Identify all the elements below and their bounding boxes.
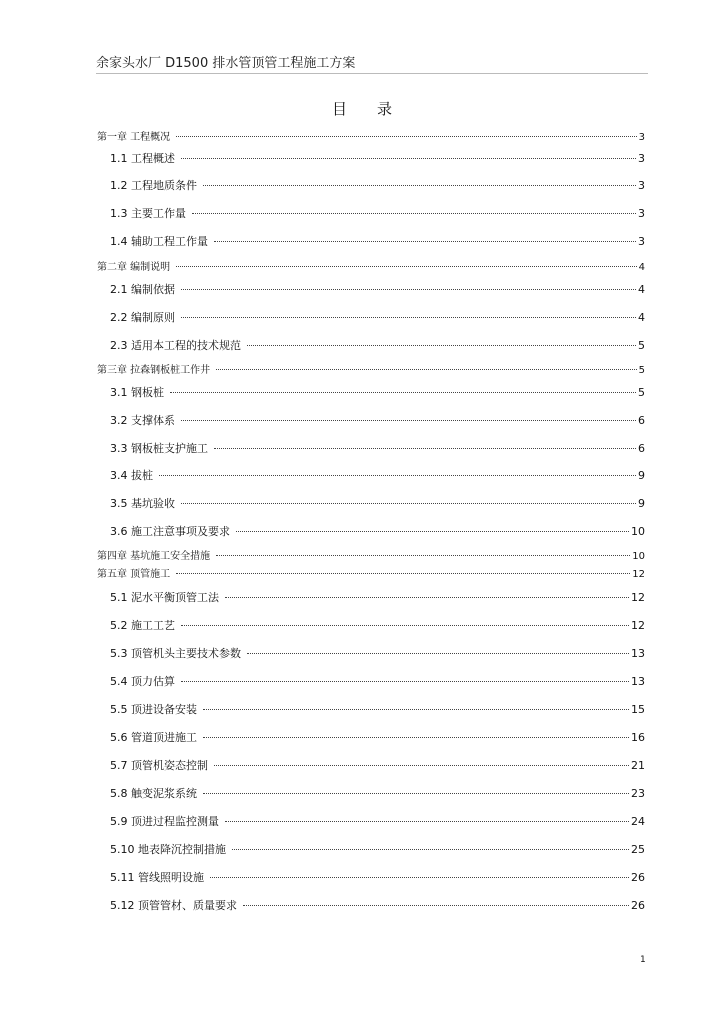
- toc-entry-label: 5.6 管道顶进施工: [110, 731, 197, 744]
- toc-entry-page: 24: [631, 815, 645, 828]
- toc-leader-dots: [192, 204, 636, 214]
- toc-leader-dots: [181, 616, 629, 626]
- toc-entry-chapter-2[interactable]: [97, 260, 645, 274]
- toc-entry-page: 6: [638, 442, 645, 455]
- toc-entry-page: 9: [638, 469, 645, 482]
- toc-entry-label: 3.1 钢板桩: [110, 386, 164, 399]
- toc-entry-5-10[interactable]: [110, 843, 645, 857]
- toc-entry-label: 5.11 管线照明设施: [110, 871, 204, 884]
- toc-entry-label: 5.3 顶管机头主要技术参数: [110, 647, 241, 660]
- toc-entry-3-2[interactable]: [110, 414, 645, 428]
- toc-entry-chapter-5[interactable]: [97, 567, 645, 581]
- toc-entry-5-12[interactable]: [110, 899, 645, 913]
- toc-entry-label: 第一章 工程概况: [97, 132, 171, 143]
- toc-entry-label: 第五章 顶管施工: [97, 569, 171, 580]
- toc-entry-page: 6: [638, 414, 645, 427]
- toc-leader-dots: [176, 564, 630, 574]
- toc-leader-dots: [176, 257, 636, 267]
- toc-entry-5-6[interactable]: [110, 731, 645, 745]
- toc-leader-dots: [216, 546, 630, 556]
- toc-entry-page: 4: [638, 283, 645, 296]
- toc-entry-5-11[interactable]: [110, 871, 645, 885]
- toc-entry-label: 3.2 支撑体系: [110, 414, 175, 427]
- toc-entry-page: 9: [638, 497, 645, 510]
- toc-entry-5-1[interactable]: [110, 591, 645, 605]
- toc-leader-dots: [214, 756, 629, 766]
- toc-entry-label: 5.2 施工工艺: [110, 619, 175, 632]
- toc-entry-page: 13: [631, 647, 645, 660]
- toc-entry-label: 1.2 工程地质条件: [110, 179, 197, 192]
- toc-entry-3-5[interactable]: [110, 497, 645, 511]
- toc-entry-5-8[interactable]: [110, 787, 645, 801]
- toc-entry-1-4[interactable]: [110, 235, 645, 249]
- toc-entry-page: 3: [638, 132, 645, 143]
- toc-entry-1-3[interactable]: [110, 207, 645, 221]
- toc-leader-dots: [176, 127, 636, 137]
- toc-leader-dots: [243, 896, 629, 906]
- toc-leader-dots: [210, 868, 629, 878]
- toc-leader-dots: [181, 494, 636, 504]
- toc-leader-dots: [203, 176, 636, 186]
- toc-leader-dots: [203, 700, 629, 710]
- toc-leader-dots: [225, 812, 629, 822]
- toc-entry-3-1[interactable]: [110, 386, 645, 400]
- toc-entry-page: 3: [638, 235, 645, 248]
- toc-entry-5-9[interactable]: [110, 815, 645, 829]
- toc-entry-3-3[interactable]: [110, 442, 645, 456]
- toc-leader-dots: [203, 728, 629, 738]
- toc-leader-dots: [214, 439, 636, 449]
- toc-leader-dots: [181, 411, 636, 421]
- toc-entry-label: 5.1 泥水平衡顶管工法: [110, 591, 219, 604]
- toc-entry-1-1[interactable]: [110, 152, 645, 166]
- toc-leader-dots: [247, 644, 629, 654]
- toc-entry-page: 26: [631, 871, 645, 884]
- toc-leader-dots: [216, 360, 636, 370]
- toc-entry-3-6[interactable]: [110, 525, 645, 539]
- toc-entry-page: 21: [631, 759, 645, 772]
- toc-entry-5-4[interactable]: [110, 675, 645, 689]
- document-title: 目录: [331, 100, 422, 118]
- toc-entry-2-1[interactable]: [110, 283, 645, 297]
- toc-leader-dots: [225, 588, 629, 598]
- toc-entry-page: 26: [631, 899, 645, 912]
- toc-entry-label: 5.7 顶管机姿态控制: [110, 759, 208, 772]
- toc-entry-label: 第四章 基坑施工安全措施: [97, 551, 211, 562]
- toc-entry-page: 3: [638, 207, 645, 220]
- toc-entry-page: 16: [631, 731, 645, 744]
- toc-entry-5-3[interactable]: [110, 647, 645, 661]
- toc-leader-dots: [203, 784, 629, 794]
- toc-entry-chapter-4[interactable]: [97, 549, 645, 563]
- toc-leader-dots: [247, 336, 636, 346]
- toc-entry-page: 12: [631, 591, 645, 604]
- toc-entry-page: 3: [638, 152, 645, 165]
- toc-entry-2-2[interactable]: [110, 311, 645, 325]
- toc-leader-dots: [181, 672, 629, 682]
- toc-leader-dots: [181, 149, 636, 159]
- toc-entry-label: 5.10 地表降沉控制措施: [110, 843, 226, 856]
- toc-entry-label: 3.6 施工注意事项及要求: [110, 525, 230, 538]
- toc-entry-5-7[interactable]: [110, 759, 645, 773]
- toc-entry-page: 12: [632, 569, 645, 580]
- toc-leader-dots: [170, 383, 636, 393]
- toc-entry-label: 5.5 顶进设备安装: [110, 703, 197, 716]
- toc-entry-1-2[interactable]: [110, 179, 645, 193]
- toc-entry-5-5[interactable]: [110, 703, 645, 717]
- toc-entry-5-2[interactable]: [110, 619, 645, 633]
- toc-entry-label: 2.3 适用本工程的技术规范: [110, 339, 241, 352]
- toc-leader-dots: [214, 232, 636, 242]
- toc-entry-page: 15: [631, 703, 645, 716]
- toc-entry-3-4[interactable]: [110, 469, 645, 483]
- toc-entry-page: 3: [638, 179, 645, 192]
- toc-entry-label: 2.1 编制依据: [110, 283, 175, 296]
- toc-entry-chapter-1[interactable]: [97, 130, 645, 144]
- toc-entry-label: 第二章 编制说明: [97, 262, 171, 273]
- toc-entry-page: 10: [632, 551, 645, 562]
- toc-entry-label: 5.8 触变泥浆系统: [110, 787, 197, 800]
- toc-entry-page: 25: [631, 843, 645, 856]
- toc-entry-page: 23: [631, 787, 645, 800]
- toc-entry-page: 13: [631, 675, 645, 688]
- toc-entry-label: 2.2 编制原则: [110, 311, 175, 324]
- page-number: 1: [640, 955, 646, 965]
- toc-entry-label: 1.3 主要工作量: [110, 207, 186, 220]
- toc-entry-page: 5: [638, 339, 645, 352]
- toc-entry-2-3[interactable]: [110, 339, 645, 353]
- toc-entry-label: 1.4 辅助工程工作量: [110, 235, 208, 248]
- toc-leader-dots: [236, 522, 629, 532]
- toc-entry-label: 3.3 钢板桩支护施工: [110, 442, 208, 455]
- toc-entry-label: 1.1 工程概述: [110, 152, 175, 165]
- toc-leader-dots: [159, 466, 636, 476]
- page-header: 余家头水厂 D1500 排水管顶管工程施工方案: [96, 56, 356, 71]
- toc-leader-dots: [232, 840, 629, 850]
- toc-entry-page: 5: [638, 386, 645, 399]
- toc-entry-page: 4: [638, 311, 645, 324]
- toc-entry-page: 5: [638, 365, 645, 376]
- toc-leader-dots: [181, 308, 636, 318]
- toc-leader-dots: [181, 280, 636, 290]
- toc-entry-label: 5.9 顶进过程监控测量: [110, 815, 219, 828]
- toc-entry-page: 12: [631, 619, 645, 632]
- toc-entry-label: 3.5 基坑验收: [110, 497, 175, 510]
- toc-entry-chapter-3[interactable]: [97, 363, 645, 377]
- toc-entry-label: 第三章 拉森钢板桩工作井: [97, 365, 211, 376]
- toc-entry-label: 5.12 顶管管材、质量要求: [110, 899, 237, 912]
- toc-entry-page: 4: [638, 262, 645, 273]
- toc-entry-label: 5.4 顶力估算: [110, 675, 175, 688]
- toc-entry-page: 10: [631, 525, 645, 538]
- toc-entry-label: 3.4 拔桩: [110, 469, 153, 482]
